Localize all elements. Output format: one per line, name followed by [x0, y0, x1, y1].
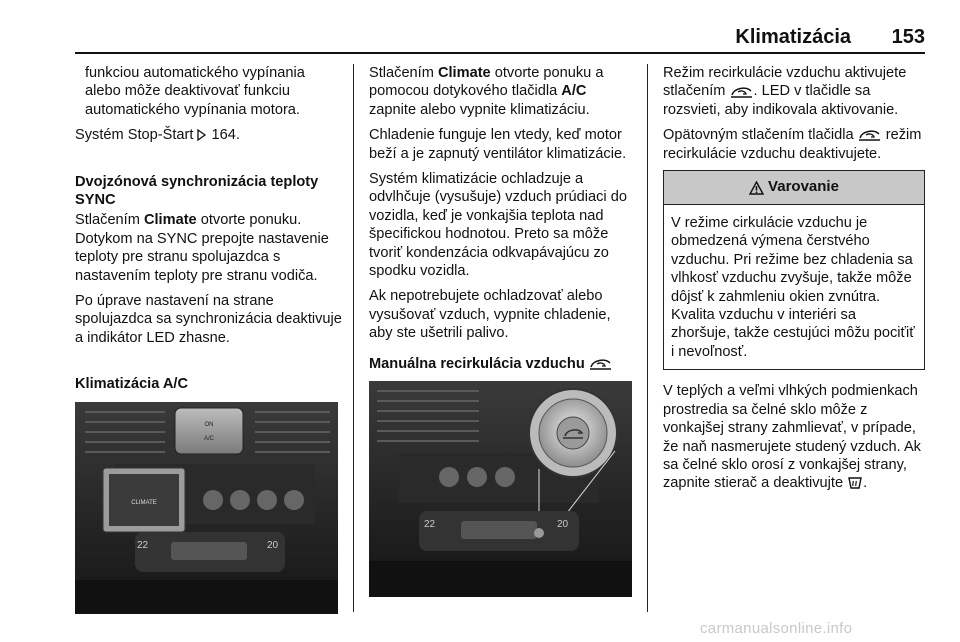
fig-temp-left: 22 — [424, 519, 436, 531]
climate-ac-paragraph — [369, 64, 632, 119]
recirc-deactivate-text-a: Opätovným stlačením tlačidla — [663, 127, 854, 144]
windscreen-text-b: . — [863, 475, 868, 492]
climate-label: Climate — [437, 65, 491, 81]
column-1 — [75, 64, 343, 614]
fig-on-label: ON — [204, 421, 214, 428]
sync-heading: Dvojzónová synchronizácia teploty SYNC — [75, 173, 319, 209]
recirc-activate-paragraph — [663, 64, 925, 119]
warning-body: V režime cirkulácie vzduchu je obmedzená výmena čerstvého vzduchu. Pri režime bez chladenia sa vlhkosť vzduchu zvyšuje, takže môže dôjsť k zahmleniu okien zvnútra. Kvalita vzduchu v interiéri sa zhoršuje, takže cestujúci môžu pociťiť i nevoľnosť. — [671, 215, 915, 360]
warning-triangle-icon — [749, 181, 764, 195]
climate-label: Climate — [143, 212, 197, 229]
watermark: carmanualsonline.info — [700, 620, 853, 637]
warning-header — [664, 171, 924, 205]
ac-label: A/C — [561, 83, 587, 100]
ac-heading: Klimatizácia A/C — [75, 376, 189, 393]
fig-ac-label: A/C — [203, 435, 215, 442]
recirculation-button-photo — [369, 381, 632, 597]
column-3 — [663, 64, 925, 500]
recirculation-heading — [369, 355, 632, 373]
windscreen-paragraph — [663, 382, 925, 492]
page-header — [75, 26, 925, 52]
climate-panel-illustration — [75, 402, 338, 614]
fig-temp-left: 22 — [137, 539, 149, 551]
list-continuation: funkciou automatického vypínania alebo môže deaktivovať funkciu automatického vypínania motora. — [85, 65, 305, 118]
stop-start-reference — [75, 126, 343, 144]
page-number: 153 — [891, 26, 925, 48]
recirc-deactivate-paragraph — [663, 126, 925, 163]
sync-paragraph-2: Po úprave nastavení na strane spolujazdca sa synchronizácia deaktivuje a indikátor LED zhasne. — [75, 293, 342, 346]
cooling-paragraph: Chladenie funguje len vtedy, keď motor beží a je zapnutý ventilátor klimatizácie. — [369, 127, 627, 162]
fig-temp-right: 20 — [267, 539, 279, 551]
recirc-activate-text-a: Režim recirkulácie vzduchu aktivujete stlačením — [663, 65, 907, 100]
warning-box — [663, 170, 925, 370]
sync-paragraph-1 — [75, 211, 343, 285]
stop-start-page-link[interactable]: 164. — [211, 127, 240, 144]
recirc-activate-text-b: . LED v tlačidle sa rozsvieti, aby indikovala aktivovanie. — [663, 83, 899, 118]
warning-title: Varovanie — [768, 178, 839, 196]
fig-climate-label: CLIMATE — [131, 499, 157, 506]
page-reference-arrow-icon — [197, 129, 207, 141]
header-rule — [75, 52, 925, 54]
climate-panel-photo — [75, 402, 338, 614]
recirculation-illustration — [369, 381, 632, 597]
column-divider-2 — [647, 64, 648, 612]
air-recirculation-icon — [589, 357, 613, 371]
recirculation-heading-text: Manuálna recirkulácia vzduchu — [369, 355, 585, 372]
fig-temp-right: 20 — [557, 519, 569, 531]
climate-ac-text-e: zapnite alebo vypnite klimatizáciu. — [369, 101, 590, 118]
column-divider-1 — [353, 64, 354, 612]
air-recirculation-icon — [858, 128, 882, 142]
dehumidify-paragraph: Systém klimatizácie ochladzuje a odvlhčuje (vysušuje) vzduch prúdiaci do vozidla, keď je vonkajšia teplota nad špecifickou hodnotou. Preto sa môže tvoriť kondenzácia odkvapávajúcu zo spodku vozidla. — [369, 171, 627, 280]
sync-text-a: Stlačením — [75, 212, 140, 229]
stop-start-text: Systém Stop-Štart — [75, 127, 194, 144]
windscreen-wiper-icon — [847, 475, 863, 491]
climate-ac-text-c: otvorte ponuku a pomocou dotykového tlačidla — [369, 65, 604, 100]
fuel-saving-paragraph: Ak nepotrebujete ochladzovať alebo vysušovať vzduch, vypnite chladenie, aby ste ušetrili palivo. — [369, 288, 611, 342]
sync-text-c: otvorte ponuku. Dotykom na SYNC prepojte nastavenie teploty pre stranu spolujazdca s nastavením teploty pre stranu vodiča. — [75, 212, 329, 284]
windscreen-text-a: V teplých a veľmi vlhkých podmienkach prostredia sa čelné sklo môže z vonkajšej strany zahmlievať, v prípade, že naň nasmerujete studený vzduch. Ak sa čelné sklo orosí z vonkajšej strany, zapnite stierač a deaktivujte — [663, 383, 921, 492]
page-title: Klimatizácia — [735, 26, 851, 48]
climate-ac-text-a: Stlačením — [369, 65, 434, 81]
air-recirculation-icon — [730, 85, 754, 99]
recirc-deactivate-text-b: režim recirkulácie vzduchu deaktivujete. — [663, 127, 922, 162]
column-2 — [369, 64, 632, 597]
